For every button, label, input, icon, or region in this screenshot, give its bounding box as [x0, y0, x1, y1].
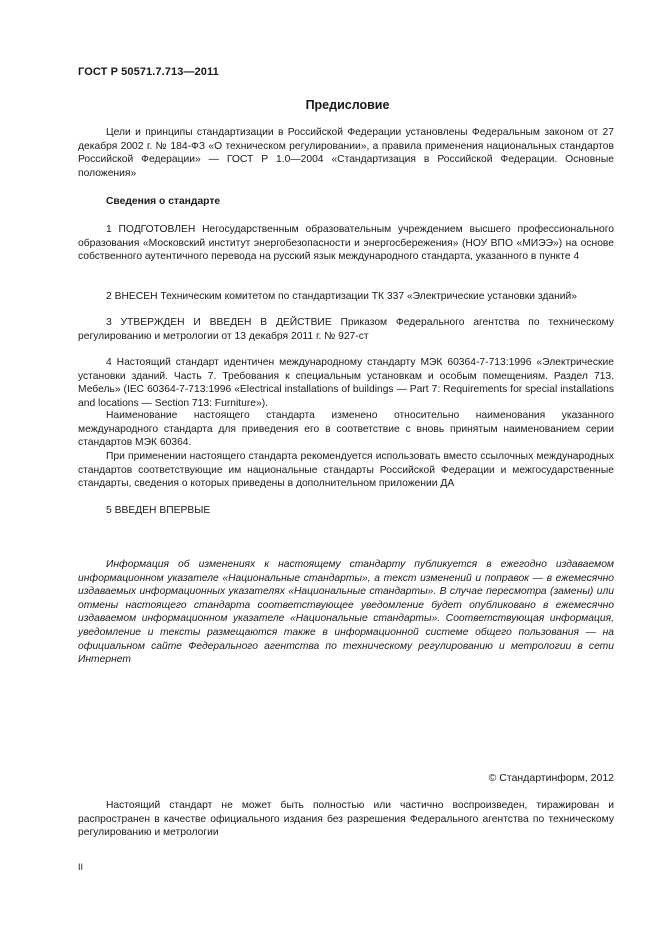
item-1-paragraph: 1 ПОДГОТОВЛЕН Негосударственным образовательным учреждением высшего профессионального образования «Московский институт энергобезопасности и энергосбережения» (НОУ ВПО «МИЭЭ») на основе собственного аутентичного перевода на русский язык международного стандарта, указанного в пункте 4: [78, 224, 614, 263]
item-2-paragraph: 2 ВНЕСЕН Техническим комитетом по стандартизации ТК 337 «Электрические установки зданий»: [106, 291, 578, 302]
item-4-name-paragraph: Наименование настоящего стандарта изменено относительно наименования указанного международного стандарта для приведения его в соответствие с вновь принятым наименованием серии стандартов МЭК 60364.: [78, 410, 614, 449]
page-title: Предисловие: [305, 98, 390, 112]
item-3-paragraph: 3 УТВЕРЖДЕН И ВВЕДЕН В ДЕЙСТВИЕ Приказом Федерального агентства по техническому регулированию и метрологии от 13 декабря 2011 г. № 927-ст: [78, 317, 614, 342]
info-note-paragraph: Информация об изменениях к настоящему стандарту публикуется в ежегодно издаваемом информационном указателе «Национальные стандарты», а текст изменений и поправок — в ежемесячно издаваемых информационных указателях «Национальные стандарты». В случае пересмотра (замены) или отмены настоящего стандарта соответствующее уведомление будет опубликовано в ежемесячно издаваемом информационном указателе «Национальные стандарты». Соответствующая информация, уведомление и тексты размещаются также в информационной системе общего пользования — на официальном сайте Федерального агентства по техническому регулированию и метрологии в сети Интернет: [78, 559, 614, 666]
item-5-paragraph: 5 ВВЕДЕН ВПЕРВЫЕ: [106, 505, 211, 516]
intro-paragraph: Цели и принципы стандартизации в Российской Федерации установлены Федеральным законом от 27 декабря 2002 г. № 184-ФЗ «О техническом регулировании», а правила применения национальных стандартов Российской Федерации» — ГОСТ Р 1.0—2004 «Стандартизация в Российской Федерации. Основные положения»: [78, 127, 614, 179]
item-4-refs-paragraph: При применении настоящего стандарта рекомендуется использовать вместо ссылочных международных стандартов соответствующие им национальные стандарты Российской Федерации и межгосударственные стандарты, сведения о которых приведены в дополнительном приложении ДА: [78, 451, 614, 490]
section-subheading: Сведения о стандарте: [106, 196, 221, 207]
page-number: II: [78, 862, 84, 872]
document-code: ГОСТ Р 50571.7.713—2011: [78, 66, 219, 78]
footer-notice-paragraph: Настоящий стандарт не может быть полностью или частично воспроизведен, тиражирован и распространен в качестве официального издания без разрешения Федерального агентства по техническому регулированию и метрологии: [78, 800, 614, 839]
copyright-line: © Стандартинформ, 2012: [488, 772, 614, 784]
item-4-paragraph: 4 Настоящий стандарт идентичен международному стандарту МЭК 60364-7-713:1996 «Электрические установки зданий. Часть 7. Требования к специальным установкам и особым помещениям. Раздел 713. Мебель» (IEC 60364-7-713:1996 «Electrical installations of buildings — Part 7: Requirements for special installations and locations — Section 713: Furniture»).: [78, 357, 614, 409]
